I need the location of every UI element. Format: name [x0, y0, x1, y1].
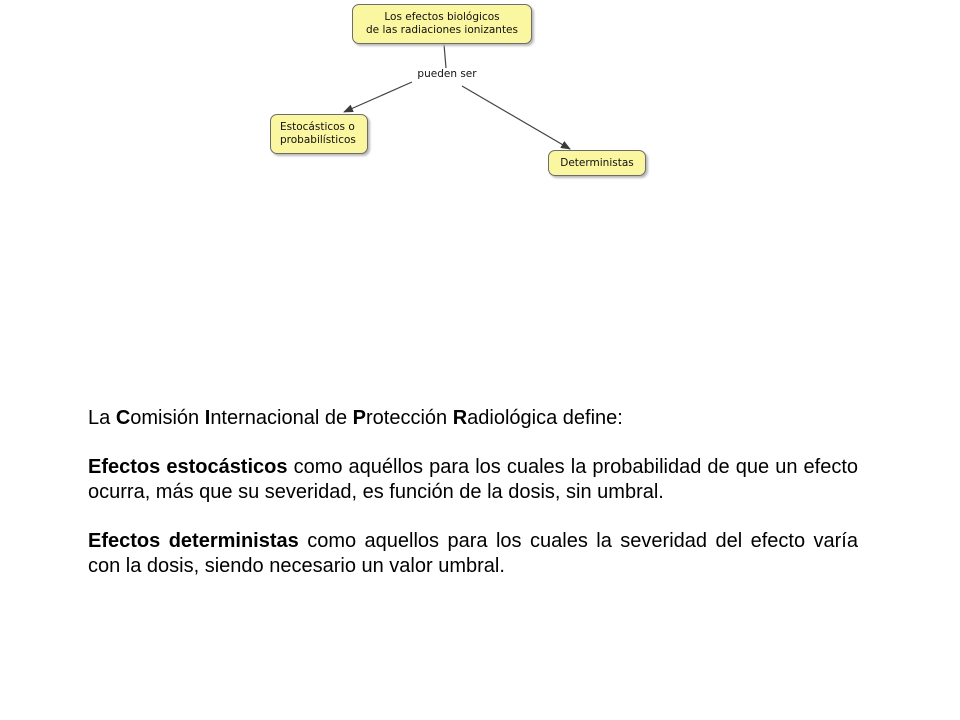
stochastic-line-1: Estocásticos o — [280, 121, 355, 133]
stochastic-term: Efectos estocásticos — [88, 456, 288, 478]
intro-initial-p: P — [352, 407, 366, 429]
stochastic-line-2: probabilísticos — [280, 134, 356, 146]
concept-deterministic-node — [548, 150, 646, 176]
concept-root-node — [352, 4, 532, 44]
intro-initial-r: R — [452, 407, 468, 429]
arrow-to-stochastic — [344, 82, 412, 112]
intro-part: nternacional de — [210, 407, 353, 429]
arrow-to-deterministic — [462, 86, 570, 149]
intro-part: rotección — [365, 407, 453, 429]
link-root-to-label — [444, 44, 446, 68]
intro-part: omisión — [130, 407, 205, 429]
intro-initial-i: I — [204, 407, 211, 429]
deterministic-body: como aquellos para los cuales la severidad del efecto varía con la dosis, siendo necesario un valor umbral. — [88, 530, 858, 577]
root-line-2: de las radiaciones ionizantes — [366, 24, 518, 36]
concept-map — [0, 0, 960, 220]
deterministic-term: Efectos deterministas — [88, 530, 299, 552]
concept-stochastic-node — [270, 114, 368, 154]
intro-part: La — [88, 407, 116, 429]
stochastic-body: como aquéllos para los cuales la probabilidad de que un efecto ocurra, más que su severidad, es función de la dosis, sin umbral. — [88, 456, 858, 503]
intro-initial-c: C — [115, 407, 131, 429]
intro-part: adiológica define: — [467, 407, 623, 429]
deterministic-label: Deterministas — [560, 156, 634, 169]
deterministic-definition — [88, 529, 858, 579]
intro-sentence — [88, 406, 858, 431]
definition-text — [88, 406, 858, 579]
stochastic-definition — [88, 455, 858, 505]
link-label-pueden-ser: pueden ser — [402, 68, 492, 80]
root-line-1: Los efectos biológicos — [384, 11, 500, 23]
